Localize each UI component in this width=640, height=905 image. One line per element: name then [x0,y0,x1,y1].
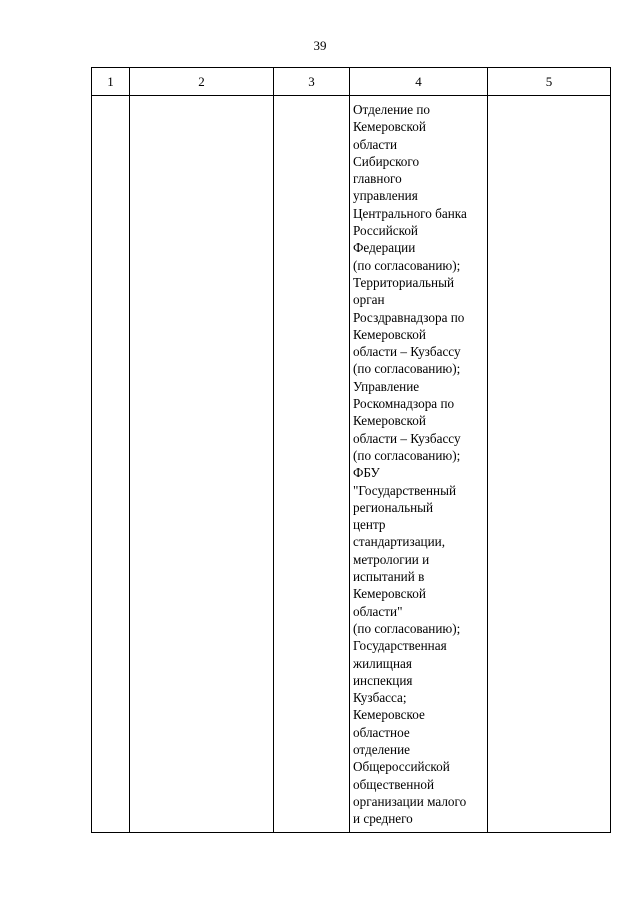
text-line: Роскомнадзора по [353,396,455,412]
text-line: Кемеровской [353,119,426,135]
table-row [92,96,611,833]
text-line: Российской [353,223,418,239]
text-line: Кемеровское [353,707,425,723]
column-header-4: 4 [350,68,488,96]
text-line: (по согласованию); [353,620,461,636]
text-line: областное [353,724,410,740]
column-header-1: 1 [92,68,130,96]
text-line: Государственная [353,638,447,654]
text-line: области – Кузбассу [353,344,461,360]
text-line: области" [353,603,403,619]
text-line: организации малого [353,793,467,809]
text-line: (по согласованию); [353,447,461,463]
text-line: Сибирского [353,153,420,169]
text-line: региональный [353,499,434,515]
text-line: испытаний в [353,569,425,585]
text-line: области [353,136,398,152]
text-line: отделение [353,741,410,757]
text-line: Росздравнадзора по [353,309,465,325]
cell-col5 [488,96,611,833]
column-header-2: 2 [130,68,274,96]
text-line: и среднего [353,811,413,827]
text-line: управления [353,188,418,204]
text-line: Управление [353,378,420,394]
column-header-3: 3 [274,68,350,96]
cell-col3 [274,96,350,833]
page-number: 39 [313,38,327,53]
text-line: общественной [353,776,435,792]
text-line: жилищная [353,655,412,671]
text-line: (по согласованию); [353,361,461,377]
document-table [91,67,611,833]
text-line: главного [353,171,402,187]
text-line: центр [353,517,386,533]
text-line: Кемеровской [353,326,426,342]
table-header-row [92,68,611,96]
text-line: метрологии и [353,551,430,567]
text-line: Общероссийской [353,759,450,775]
text-line: Территориальный [353,274,455,290]
column-header-5: 5 [488,68,611,96]
text-line: "Государственный [353,482,457,498]
text-line: стандартизации, [353,534,446,550]
text-line: инспекция [353,672,413,688]
text-line: ФБУ [353,465,380,481]
text-line: Центрального банка [353,205,467,221]
text-line: орган [353,292,385,308]
text-line: Кемеровской [353,413,426,429]
participants-list [350,96,487,827]
text-line: (по согласованию); [353,257,461,273]
text-line: области – Кузбассу [353,430,461,446]
text-line: Отделение по [353,102,431,117]
cell-col4 [350,96,488,833]
cell-col1 [92,96,130,833]
text-line: Кемеровской [353,586,426,602]
text-line: Федерации [353,240,416,256]
text-line: Кузбасса; [353,690,407,706]
cell-col2 [130,96,274,833]
